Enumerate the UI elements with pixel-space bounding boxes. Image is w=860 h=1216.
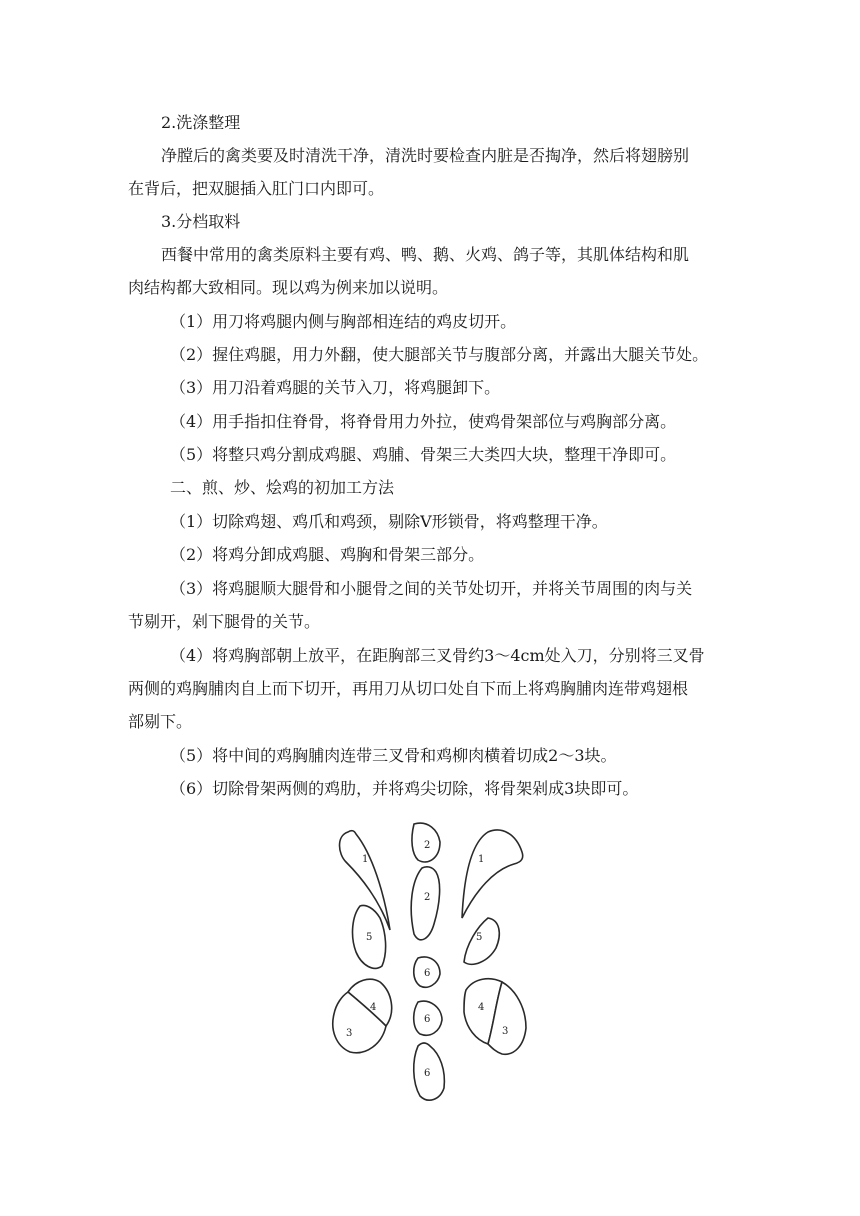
cut-piece-2-middle xyxy=(411,867,439,940)
step-item: （5）将整只鸡分割成鸡腿、鸡脯、骨架三大类四大块，整理干净即可。 xyxy=(170,445,677,464)
section-heading-method: 二、煎、炒、烩鸡的初加工方法 xyxy=(170,478,395,497)
label-piece-2-middle: 2 xyxy=(424,892,431,903)
step-item: （5）将中间的鸡胸脯肉连带三叉骨和鸡柳肉横着切成2～3块。 xyxy=(170,746,617,765)
cut-piece-1-right xyxy=(462,830,523,918)
step-item: （1）用刀将鸡腿内侧与胸部相连结的鸡皮切开。 xyxy=(170,312,517,331)
step-item: （2）握住鸡腿，用力外翻，使大腿部关节与腹部分离，并露出大腿关节处。 xyxy=(170,345,709,364)
label-piece-4-left: 4 xyxy=(370,1002,377,1013)
label-piece-6-upper: 6 xyxy=(424,968,431,979)
label-piece-1-left: 1 xyxy=(362,854,369,865)
step-item: （6）切除骨架两侧的鸡肋，并将鸡尖切除，将骨架剁成3块即可。 xyxy=(170,779,639,798)
label-piece-5-right: 5 xyxy=(476,932,483,943)
step-item: （4）用手指扣住脊骨，将脊骨用力外拉，使鸡骨架部位与鸡胸部分离。 xyxy=(170,412,677,431)
paragraph-line: 净膛后的禽类要及时清洗干净，清洗时要检查内脏是否掏净，然后将翅膀别 xyxy=(161,146,690,165)
label-piece-4-right: 4 xyxy=(478,1002,485,1013)
chicken-cut-diagram xyxy=(318,812,550,1108)
paragraph-line: 部剔下。 xyxy=(128,712,193,731)
paragraph-line: 西餐中常用的禽类原料主要有鸡、鸭、鹅、火鸡、鸽子等，其肌体结构和肌 xyxy=(161,245,690,264)
step-item: （1）切除鸡翅、鸡爪和鸡颈，剔除V形锁骨，将鸡整理干净。 xyxy=(170,512,608,531)
label-piece-3-left: 3 xyxy=(346,1028,353,1039)
step-item: （3）将鸡腿顺大腿骨和小腿骨之间的关节处切开，并将关节周围的肉与关 xyxy=(170,579,693,598)
section-heading-washing: 2.洗涤整理 xyxy=(161,113,241,132)
label-piece-6-lower: 6 xyxy=(424,1068,431,1079)
label-piece-3-right: 3 xyxy=(502,1026,509,1037)
paragraph-line: 两侧的鸡胸脯肉自上而下切开，再用刀从切口处自下而上将鸡胸脯肉连带鸡翅根 xyxy=(128,679,689,698)
paragraph-line: 肉结构都大致相同。现以鸡为例来加以说明。 xyxy=(128,278,449,297)
section-heading-cutting: 3.分档取料 xyxy=(161,212,241,231)
step-item: （3）用刀沿着鸡腿的关节入刀，将鸡腿卸下。 xyxy=(170,378,501,397)
paragraph-line: 在背后，把双腿插入肛门口内即可。 xyxy=(128,179,385,198)
step-item: （2）将鸡分卸成鸡腿、鸡胸和骨架三部分。 xyxy=(170,545,485,564)
label-piece-2-top: 2 xyxy=(424,840,431,851)
label-piece-5-left: 5 xyxy=(366,932,373,943)
paragraph-line: 节剔开，剁下腿骨的关节。 xyxy=(128,612,321,631)
label-piece-6-middle: 6 xyxy=(424,1014,431,1025)
step-item: （4）将鸡胸部朝上放平，在距胸部三叉骨约3～4cm处入刀，分别将三叉骨 xyxy=(170,646,705,665)
label-piece-1-right: 1 xyxy=(478,854,485,865)
